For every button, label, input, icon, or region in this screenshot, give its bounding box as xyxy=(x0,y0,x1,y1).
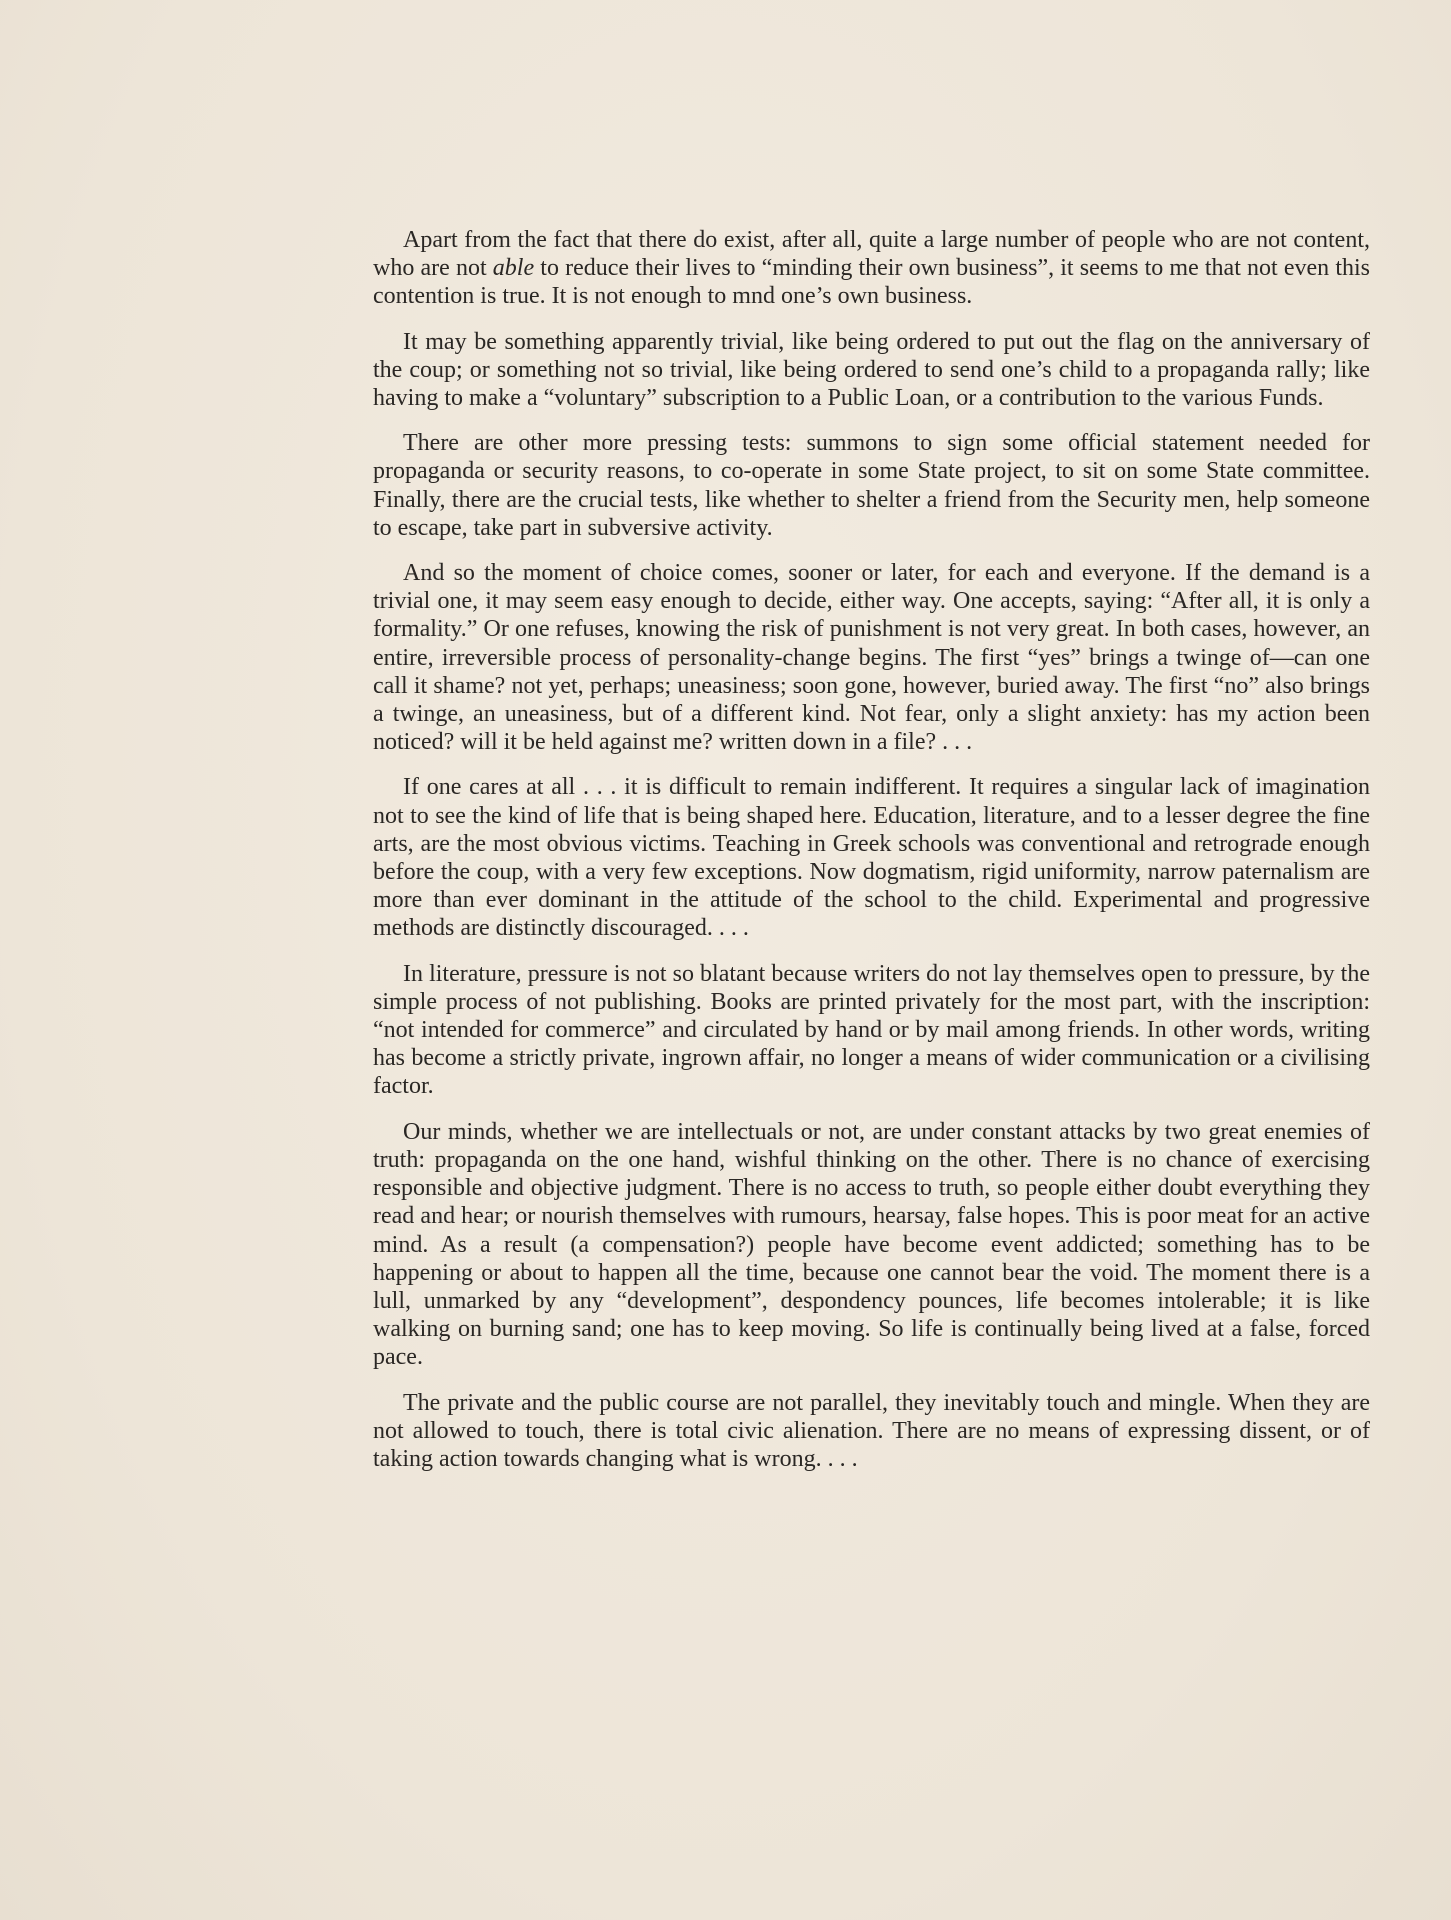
paragraph-1-after: to reduce their lives to “minding their own business”, it seems to me that not even this contention is true. It is not enough to mnd one’s own business. xyxy=(373,255,1370,310)
paragraph-6: In literature, pressure is not so blatant because writers do not lay themselves open to pressure, by the simple process of not publishing. Books are printed privately for the most part, with the inscription: “not intended for commerce” and circulated by hand or by mail among friends. In other words, writing has become a strictly private, ingrown affair, no longer a means of wider communication or a civilising factor. xyxy=(373,960,1370,1100)
emphasis-able: able xyxy=(492,255,535,282)
paragraph-7: Our minds, whether we are intellectuals or not, are under constant attacks by two great enemies of truth: propaganda on the one hand, wishful thinking on the other. There is no chance of exercising responsible and objective judgment. There is no access to truth, so people either doubt everything they read and hear; or nourish themselves with rumours, hearsay, false hopes. This is poor meat for an active mind. As a result (a compensation?) people have become event addicted; something has to be happening or about to happen all the time, because one cannot bear the void. The moment there is a lull, unmarked by any “development”, despondency pounces, life becomes intolerable; it is like walking on burning sand; one has to keep moving. So life is continually being lived at a false, forced pace. xyxy=(373,1118,1370,1371)
paragraph-3: There are other more pressing tests: summons to sign some official statement needed for propaganda or security reasons, to co-operate in some State project, to sit on some State committee. Finally, there are the crucial tests, like whether to shelter a friend from the Security men, help someone to escape, take part in subversive activity. xyxy=(373,430,1370,541)
paragraph-1-before: Apart from the fact that there do exist, after all, quite a large number of people who are not content, who are not xyxy=(373,227,1370,282)
article-body xyxy=(373,226,1370,1490)
paragraph-2: It may be something apparently trivial, like being ordered to put out the flag on the anniversary of the coup; or something not so trivial, like being ordered to send one’s child to a propaganda rally; like having to make a “voluntary” subscription to a Public Loan, or a contribution to the various Funds. xyxy=(373,328,1370,412)
paragraph-8: The private and the public course are not parallel, they inevitably touch and mingle. When they are not allowed to touch, there is total civic alienation. There are no means of expressing dissent, or of taking action towards changing what is wrong. . . . xyxy=(373,1389,1370,1472)
paragraph-5: If one cares at all . . . it is difficult to remain indifferent. It requires a singular lack of imagination not to see the kind of life that is being shaped here. Education, literature, and to a lesser degree the fine arts, are the most obvious victims. Teaching in Greek schools was conventional and retrograde enough before the coup, with a very few exceptions. Now dogmatism, rigid uniformity, narrow paternalism are more than ever dominant in the attitude of the school to the child. Experimental and progressive methods are distinctly discouraged. . . . xyxy=(373,774,1370,942)
paragraph-1 xyxy=(373,226,1370,311)
paragraph-4: And so the moment of choice comes, sooner or later, for each and everyone. If the demand is a trivial one, it may seem easy enough to decide, either way. One accepts, saying: “After all, it is only a formality.” Or one refuses, knowing the risk of punishment is not very great. In both cases, however, an entire, irreversible process of personality-change begins. The first “yes” brings a twinge of—can one call it shame? not yet, perhaps; uneasiness; soon gone, however, buried away. The first “no” also brings a twinge, an uneasiness, but of a different kind. Not fear, only a slight anxiety: has my action been noticed? will it be held against me? written down in a file? . . . xyxy=(373,560,1370,756)
